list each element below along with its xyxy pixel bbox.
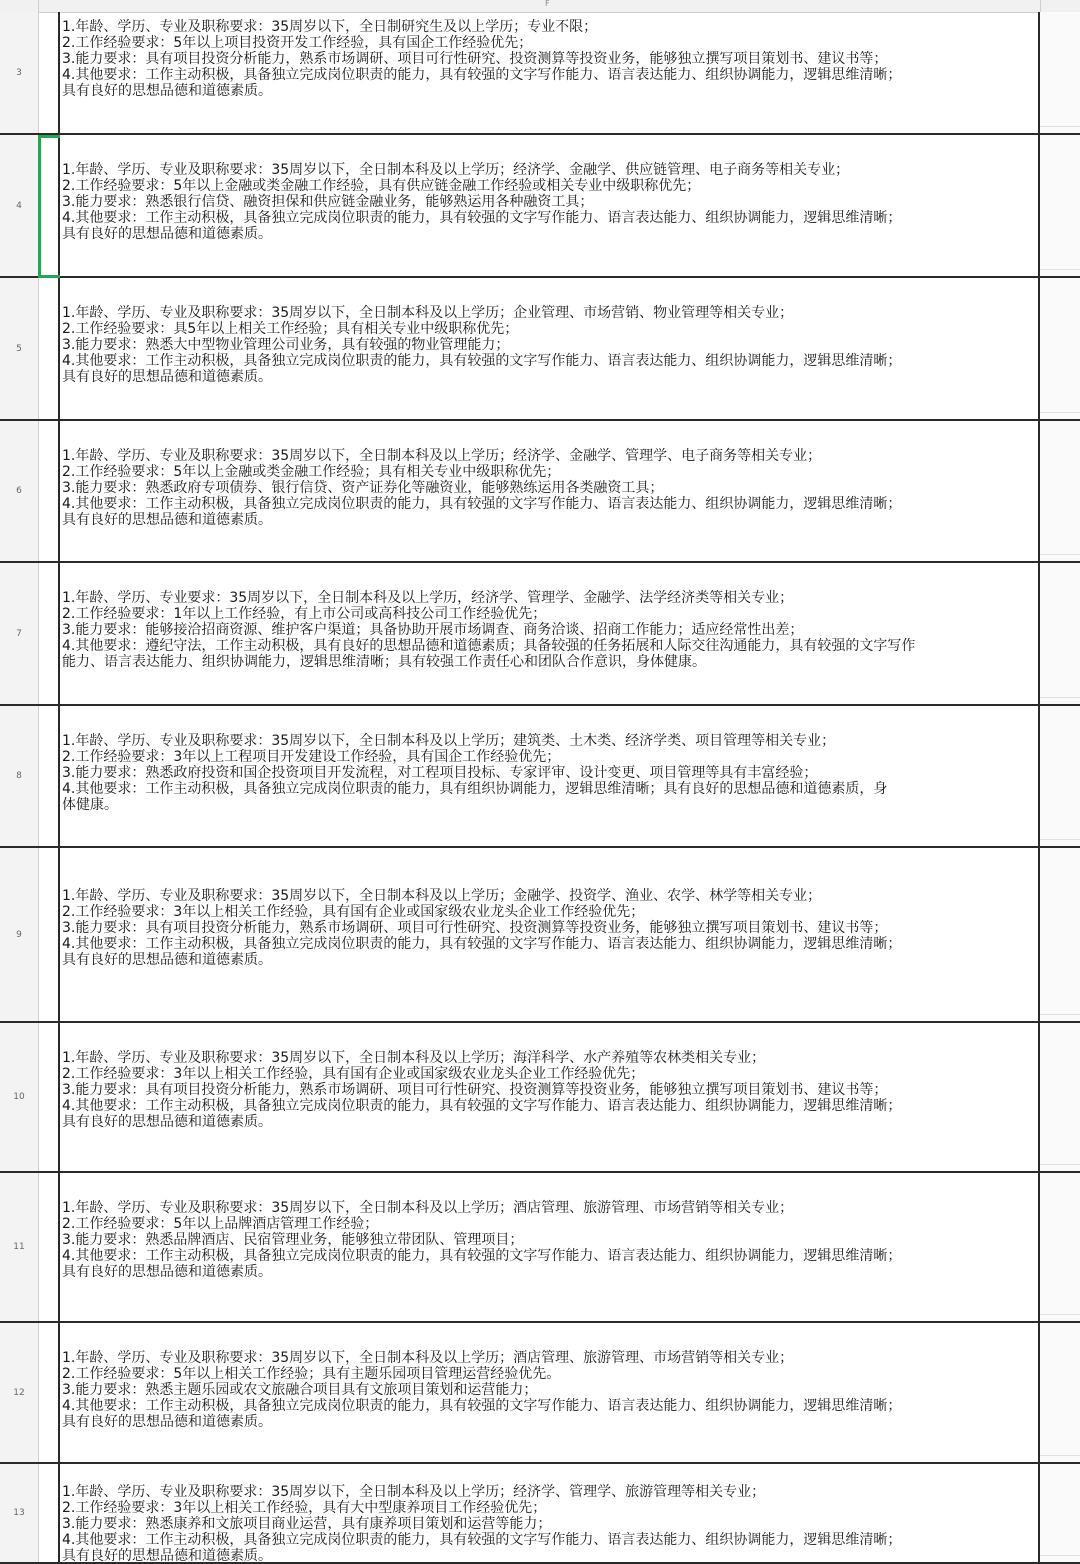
requirement-line: 2.工作经验要求：5年以上品牌酒店管理工作经验； (62, 1216, 379, 1232)
requirement-line: 1.年龄、学历、专业要求：35周岁以下，全日制本科及以上学历，经济学、管理学、金融学、法学经济类等相关专业； (62, 590, 794, 606)
requirement-line: 具有良好的思想品德和道德素质。 (62, 83, 272, 99)
table-row (0, 1023, 1080, 1173)
spreadsheet-grid (0, 12, 1080, 1564)
requirement-line: 2.工作经验要求：3年以上工程项目开发建设工作经验，具有国企工作经验优先； (62, 749, 561, 765)
table-row (0, 12, 1080, 135)
empty-cell-g[interactable] (1040, 1323, 1080, 1462)
requirement-cell[interactable] (58, 706, 1040, 846)
requirement-line: 4.其他要求：工作主动积极，具备独立完成岗位职责的能力，具有较强的文字写作能力、语言表达能力、组织协调能力，逻辑思维清晰； (62, 936, 902, 952)
requirement-cell[interactable] (58, 12, 1040, 133)
requirement-line: 1.年龄、学历、专业及职称要求：35周岁以下，全日制本科及以上学历；经济学、金融学、供应链管理、电子商务等相关专业； (62, 162, 850, 178)
requirement-line: 4.其他要求：工作主动积极，具备独立完成岗位职责的能力，具有较强的文字写作能力、语言表达能力、组织协调能力，逻辑思维清晰； (62, 1098, 902, 1114)
empty-cell-g[interactable] (1040, 12, 1080, 133)
requirement-cell[interactable] (58, 1464, 1040, 1562)
requirement-line: 4.其他要求：工作主动积极，具备独立完成岗位职责的能力，具有较强的文字写作能力、语言表达能力、组织协调能力，逻辑思维清晰； (62, 1248, 902, 1264)
requirement-line: 具有良好的思想品德和道德素质。 (62, 1264, 272, 1280)
row-number[interactable]: 9 (0, 848, 39, 1021)
requirement-line: 3.能力要求：熟悉政府投资和国企投资项目开发流程，对工程项目投标、专家评审、设计变更、项目管理等具有丰富经验； (62, 765, 818, 781)
requirement-line: 3.能力要求：熟悉品牌酒店、民宿管理业务，能够独立带团队、管理项目； (62, 1232, 524, 1248)
table-row (0, 421, 1080, 563)
table-row (0, 563, 1080, 706)
row-number[interactable]: 12 (0, 1323, 39, 1462)
table-row (0, 706, 1080, 848)
row-number[interactable]: 4 (0, 135, 39, 276)
requirement-cell[interactable] (58, 421, 1040, 561)
requirement-cell[interactable] (58, 1173, 1040, 1321)
row-number[interactable]: 10 (0, 1023, 39, 1171)
table-row (0, 1173, 1080, 1323)
requirement-line: 具有良好的思想品德和道德素质。 (62, 952, 272, 968)
requirement-line: 1.年龄、学历、专业及职称要求：35周岁以下，全日制本科及以上学历；企业管理、市场营销、物业管理等相关专业； (62, 305, 794, 321)
requirement-line: 2.工作经验要求：5年以上金融或类金融工作经验，具有供应链金融工作经验或相关专业中级职称优先； (62, 178, 701, 194)
requirement-line: 能力、语言表达能力、组织协调能力，逻辑思维清晰；具有较强工作责任心和团队合作意识，身体健康。 (62, 654, 706, 670)
row-number[interactable]: 7 (0, 563, 39, 704)
empty-cell-g[interactable] (1040, 278, 1080, 419)
requirement-line: 4.其他要求：工作主动积极，具备独立完成岗位职责的能力，具有较强的文字写作能力、语言表达能力、组织协调能力，逻辑思维清晰； (62, 210, 902, 226)
requirement-line: 4.其他要求：遵纪守法，工作主动积极，具有良好的思想品德和道德素质；具备较强的任务拓展和人际交往沟通能力，具有较强的文字写作 (62, 638, 916, 654)
requirement-line: 2.工作经验要求：5年以上项目投资开发工作经验，具有国企工作经验优先； (62, 35, 533, 51)
requirement-line: 1.年龄、学历、专业及职称要求：35周岁以下，全日制本科及以上学历；经济学、金融学、管理学、电子商务等相关专业； (62, 448, 822, 464)
requirement-line: 3.能力要求：熟悉银行信贷、融资担保和供应链金融业务，能够熟运用各种融资工具； (62, 194, 594, 210)
requirement-line: 3.能力要求：能够接洽招商资源、维护客户渠道；具备协助开展市场调查、商务洽谈、招商工作能力；适应经常性出差； (62, 622, 804, 638)
requirement-cell[interactable] (58, 1023, 1040, 1171)
row-number[interactable]: 6 (0, 421, 39, 561)
empty-cell-g[interactable] (1040, 135, 1080, 276)
row-number[interactable]: 13 (0, 1464, 39, 1562)
requirement-line: 具有良好的思想品德和道德素质。 (62, 226, 272, 242)
requirement-line: 1.年龄、学历、专业及职称要求：35周岁以下，全日制本科及以上学历；酒店管理、旅游管理、市场营销等相关专业； (62, 1200, 794, 1216)
empty-cell-g[interactable] (1040, 421, 1080, 561)
row-number[interactable]: 11 (0, 1173, 39, 1321)
requirement-line: 1.年龄、学历、专业及职称要求：35周岁以下，全日制研究生及以上学历；专业不限； (62, 19, 598, 35)
requirement-line: 1.年龄、学历、专业及职称要求：35周岁以下，全日制本科及以上学历；建筑类、土木类、经济学类、项目管理等相关专业； (62, 733, 836, 749)
requirement-line: 具有良好的思想品德和道德素质。 (62, 1414, 272, 1430)
row-number[interactable]: 5 (0, 278, 39, 419)
column-letter-f[interactable]: F (545, 0, 550, 8)
requirement-line: 2.工作经验要求：3年以上相关工作经验，具有国有企业或国家级农业龙头企业工作经验优先； (62, 904, 645, 920)
table-row (0, 1323, 1080, 1464)
table-row (0, 848, 1080, 1023)
empty-cell-g[interactable] (1040, 563, 1080, 704)
requirement-line: 4.其他要求：工作主动积极，具备独立完成岗位职责的能力，具有较强的文字写作能力、语言表达能力、组织协调能力，逻辑思维清晰； (62, 1532, 902, 1548)
row-number[interactable]: 8 (0, 706, 39, 846)
requirement-line: 3.能力要求：熟悉政府专项债券、银行信贷、资产证券化等融资业，能够熟练运用各类融资工具； (62, 480, 664, 496)
requirement-line: 4.其他要求：工作主动积极，具备独立完成岗位职责的能力，具有较强的文字写作能力、语言表达能力、组织协调能力，逻辑思维清晰； (62, 67, 902, 83)
requirement-line: 2.工作经验要求：具5年以上相关工作经验；具有相关专业中级职称优先； (62, 321, 519, 337)
requirement-line: 4.其他要求：工作主动积极，具备独立完成岗位职责的能力，具有较强的文字写作能力、语言表达能力、组织协调能力，逻辑思维清晰； (62, 1398, 902, 1414)
requirement-line: 4.其他要求：工作主动积极，具备独立完成岗位职责的能力，具有组织协调能力，逻辑思维清晰；具有良好的思想品德和道德素质，身 (62, 781, 888, 797)
requirement-line: 3.能力要求：熟悉大中型物业管理公司业务，具有较强的物业管理能力； (62, 337, 510, 353)
requirement-line: 4.其他要求：工作主动积极，具备独立完成岗位职责的能力，具有较强的文字写作能力、语言表达能力、组织协调能力，逻辑思维清晰； (62, 353, 902, 369)
requirement-cell[interactable] (58, 1323, 1040, 1462)
requirement-cell[interactable] (58, 848, 1040, 1021)
empty-cell-g[interactable] (1040, 1023, 1080, 1171)
requirement-line: 4.其他要求：工作主动积极，具备独立完成岗位职责的能力，具有较强的文字写作能力、语言表达能力、组织协调能力，逻辑思维清晰； (62, 496, 902, 512)
requirement-line: 具有良好的思想品德和道德素质。 (62, 1548, 272, 1562)
empty-cell-g[interactable] (1040, 706, 1080, 846)
requirement-line: 2.工作经验要求：5年以上相关工作经验；具有主题乐园项目管理运营经验优先。 (62, 1366, 561, 1382)
requirement-line: 1.年龄、学历、专业及职称要求：35周岁以下，全日制本科及以上学历；金融学、投资学、渔业、农学、林学等相关专业； (62, 888, 822, 904)
requirement-line: 1.年龄、学历、专业及职称要求：35周岁以下，全日制本科及以上学历；经济学、管理学、旅游管理等相关专业； (62, 1484, 766, 1500)
requirement-line: 3.能力要求：具有项目投资分析能力，熟系市场调研、项目可行性研究、投资测算等投资业务，能够独立撰写项目策划书、建议书等； (62, 51, 888, 67)
requirement-line: 3.能力要求：熟悉康养和文旅项目商业运营，具有康养项目策划和运营等能力； (62, 1516, 552, 1532)
requirement-cell[interactable] (58, 563, 1040, 704)
requirement-line: 2.工作经验要求：3年以上相关工作经验，具有大中型康养项目工作经验优先； (62, 1500, 547, 1516)
requirement-cell[interactable] (58, 278, 1040, 419)
requirement-line: 体健康。 (62, 797, 118, 813)
requirement-line: 1.年龄、学历、专业及职称要求：35周岁以下，全日制本科及以上学历；海洋科学、水产养殖等农林类相关专业； (62, 1050, 766, 1066)
requirement-line: 2.工作经验要求：1年以上工作经验，有上市公司或高科技公司工作经验优先； (62, 606, 547, 622)
requirement-line: 3.能力要求：具有项目投资分析能力，熟系市场调研、项目可行性研究、投资测算等投资业务，能够独立撰写项目策划书、建议书等； (62, 1082, 888, 1098)
requirement-line: 3.能力要求：熟悉主题乐园或农文旅融合项目具有文旅项目策划和运营能力； (62, 1382, 538, 1398)
table-row (0, 278, 1080, 421)
requirement-line: 具有良好的思想品德和道德素质。 (62, 1114, 272, 1130)
empty-cell-g[interactable] (1040, 1464, 1080, 1562)
requirement-line: 具有良好的思想品德和道德素质。 (62, 369, 272, 385)
requirement-line: 1.年龄、学历、专业及职称要求：35周岁以下，全日制本科及以上学历；酒店管理、旅游管理、市场营销等相关专业； (62, 1350, 794, 1366)
table-row (0, 1464, 1080, 1564)
requirement-line: 具有良好的思想品德和道德素质。 (62, 512, 272, 528)
table-row (0, 135, 1080, 278)
requirement-line: 2.工作经验要求：5年以上金融或类金融工作经验；具有相关专业中级职称优先； (62, 464, 561, 480)
row-number[interactable]: 3 (0, 12, 39, 133)
column-header-g[interactable] (1040, 0, 1080, 12)
empty-cell-g[interactable] (1040, 848, 1080, 1021)
requirement-line: 3.能力要求：具有项目投资分析能力，熟系市场调研、项目可行性研究、投资测算等投资业务，能够独立撰写项目策划书、建议书等； (62, 920, 888, 936)
corner-cell[interactable] (0, 0, 39, 12)
empty-cell-g[interactable] (1040, 1173, 1080, 1321)
requirement-cell[interactable] (58, 135, 1040, 276)
requirement-line: 2.工作经验要求：3年以上相关工作经验，具有国有企业或国家级农业龙头企业工作经验优先； (62, 1066, 645, 1082)
